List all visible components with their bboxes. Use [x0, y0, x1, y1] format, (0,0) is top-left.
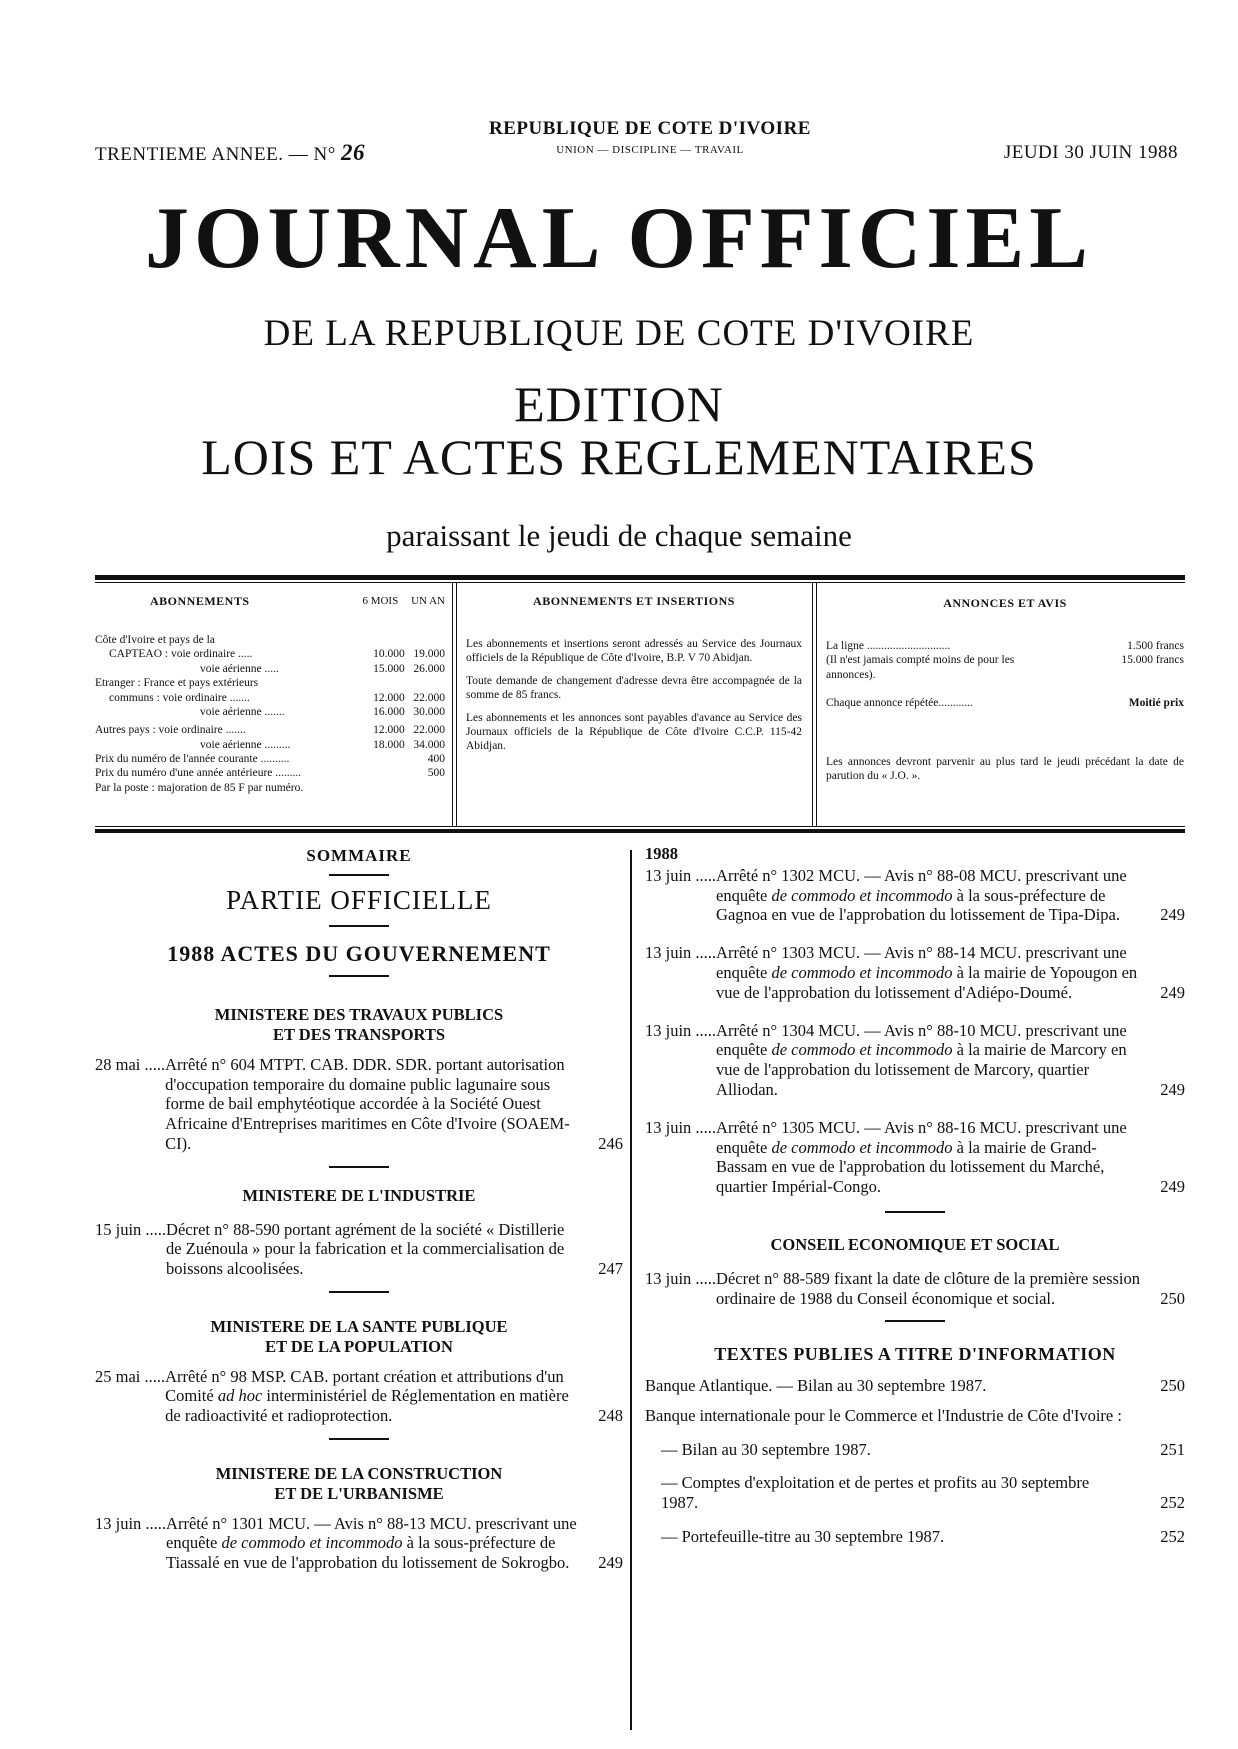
sub-row-values	[373, 705, 445, 719]
sub-row-values	[373, 738, 445, 752]
entry-date: 25 mai .....	[95, 1366, 166, 1386]
entry-page: 249	[1160, 1177, 1185, 1197]
divider	[885, 1211, 945, 1213]
list-item	[645, 1440, 1185, 1460]
box-divider-4	[816, 583, 817, 827]
insertions-para-1: Les abonnements et insertions seront adressés au Service des Journaux officiels de la République de Côte d'Ivoire, B.P. V 70 Abidjan.	[466, 638, 802, 665]
entry-page: 249	[1160, 982, 1185, 1002]
entry-text: — Comptes d'exploitation et de pertes et profits au 30 septembre 1987.	[661, 1473, 1090, 1513]
sub-value: 30.000	[413, 705, 445, 718]
republic-name: REPUBLIQUE DE COTE D'IVOIRE	[489, 118, 811, 139]
bottom-rule-thin	[95, 826, 1185, 827]
divider	[329, 1438, 389, 1440]
entry-text-part: à la mairie de Grand-Bassam en vue de l'approbation du lotissement du Marché, quartier Impérial-Congo.	[716, 1137, 1105, 1197]
entry-text-part: à la sous-préfecture de Tiassalé en vue de l'approbation du lotissement de Sokrogbo.	[166, 1533, 570, 1573]
sub-row	[95, 647, 445, 661]
divider	[329, 1166, 389, 1168]
divider	[329, 874, 389, 876]
list-item	[645, 866, 1185, 925]
entry-text-italic: de commodo et incommodo	[771, 885, 953, 905]
national-motto: UNION — DISCIPLINE — TRAVAIL	[556, 144, 744, 156]
conseil-heading: CONSEIL ECONOMIQUE ET SOCIAL	[770, 1234, 1060, 1254]
sub-value: 26.000	[413, 662, 445, 675]
entry-page: 252	[1160, 1493, 1185, 1513]
entry-page: 249	[1160, 905, 1185, 925]
col-6-months: 6 MOIS	[362, 595, 399, 607]
annonce-value: 15.000 francs	[1121, 654, 1184, 667]
textes-heading: TEXTES PUBLIES A TITRE D'INFORMATION	[714, 1344, 1116, 1365]
divider	[329, 975, 389, 977]
sub-row: Etranger : France et pays extérieurs	[95, 677, 259, 690]
entry-text-part: Arrêté n° 1301 MCU. — Avis n° 88-13 MCU. prescrivant une enquête	[166, 1513, 577, 1553]
entry-text	[716, 1118, 1141, 1197]
entry-text	[716, 943, 1141, 1002]
sub-value: 22.000	[413, 691, 445, 704]
journal-subtitle: DE LA REPUBLIQUE DE COTE D'IVOIRE	[263, 313, 975, 354]
subscriptions-cols	[362, 594, 445, 609]
sub-row-label: voie aérienne .....	[200, 662, 279, 675]
sub-value: 12.000	[373, 691, 405, 704]
sub-row-label: Autres pays : voie ordinaire .......	[95, 724, 246, 737]
sub-value: 12.000	[373, 724, 405, 737]
list-item	[645, 1376, 1185, 1396]
annonce-note: Les annonces devront parvenir au plus tard le jeudi précédant la date de parution du « J.O. ».	[826, 755, 1184, 782]
column-divider	[630, 850, 632, 1730]
annonce-label: Chaque annonce répétée............	[826, 697, 973, 710]
subscriptions-header	[95, 594, 445, 609]
ministry-heading: MINISTERE DE L'INDUSTRIE	[242, 1185, 476, 1205]
entry-text: — Portefeuille-titre au 30 septembre 1987.	[661, 1526, 945, 1546]
sub-value: 500	[427, 767, 445, 780]
entry-text-part: à la sous-préfecture de Gagnoa en vue de l'approbation du lotissement de Tipa-Dipa.	[716, 885, 1120, 925]
sub-value: 10.000	[373, 648, 405, 661]
actes-title: 1988 ACTES DU GOUVERNEMENT	[167, 940, 551, 966]
annonce-value: Moitié prix	[1128, 697, 1184, 710]
annonce-label: (Il n'est jamais compté moins de pour les annonces).	[826, 654, 1015, 681]
sub-value: 19.000	[413, 648, 445, 661]
entry-text-italic: de commodo et incommodo	[771, 1040, 953, 1060]
annonces-box	[826, 586, 1184, 824]
entry-text-part: Arrêté n° 98 MSP. CAB. portant création et attributions d'un Comité	[165, 1366, 564, 1406]
top-rule-thin	[95, 582, 1185, 583]
insertions-para-2: Toute demande de changement d'adresse devra être accompagnée de la somme de 85 francs.	[466, 674, 802, 702]
entry-text-part: interministériel de Réglementation en matière de radioactivité et radioprotection.	[165, 1386, 569, 1426]
entry-text-part: Arrêté n° 1305 MCU. — Avis n° 88-16 MCU. prescrivant une enquête	[716, 1117, 1127, 1157]
entry-page: 250	[1160, 1375, 1185, 1395]
entry-text-italic: de commodo et incommodo	[221, 1533, 403, 1553]
year-label: TRENTIEME ANNEE. — N°	[95, 144, 336, 165]
issue-number: 26	[341, 140, 366, 165]
entry-text: Banque Atlantique. — Bilan au 30 septembre 1987.	[645, 1375, 987, 1395]
divider	[329, 925, 389, 927]
entry-text-part: Arrêté n° 1303 MCU. — Avis n° 88-14 MCU. prescrivant une enquête	[716, 943, 1127, 982]
right-column	[645, 846, 1185, 1547]
edition-label: EDITION	[514, 376, 724, 432]
sub-value: 400	[427, 753, 445, 765]
edition-block	[0, 378, 1238, 483]
annonces-title: ANNONCES ET AVIS	[943, 596, 1067, 610]
list-item	[95, 1514, 623, 1573]
sub-row-values	[373, 647, 445, 661]
entry-page: 246	[598, 1133, 623, 1153]
list-item	[645, 1527, 1185, 1547]
sub-row: Côte d'Ivoire et pays de la	[95, 634, 215, 646]
entry-text-italic: de commodo et incommodo	[771, 1137, 953, 1157]
sub-row	[95, 691, 445, 705]
box-divider-1	[452, 583, 453, 827]
entry-date: 13 juin .....	[645, 1020, 717, 1040]
partie-title: PARTIE OFFICIELLE	[226, 885, 492, 916]
annonce-row	[826, 639, 1184, 653]
sub-row-label: Prix du numéro d'une année antérieure .........	[95, 767, 302, 780]
sub-value: 22.000	[413, 724, 445, 737]
left-column	[95, 846, 623, 1573]
entry-date: 15 juin .....	[95, 1219, 167, 1239]
annonce-value: 1.500 francs	[1127, 640, 1184, 652]
entry-text-part: à la mairie de Marcory en vue de l'approbation du lotissement de Marcory, quartier Alliodan.	[716, 1040, 1127, 1099]
sub-value: 15.000	[373, 662, 405, 675]
insertions-box	[466, 586, 802, 824]
divider	[329, 1291, 389, 1293]
entry-text: Décret n° 88-589 fixant la date de clôture de la première session ordinaire de 1988 du Conseil économique et social.	[716, 1268, 1141, 1308]
list-item	[95, 1220, 623, 1279]
entry-text: — Bilan au 30 septembre 1987.	[661, 1439, 871, 1459]
year-label: 1988	[645, 844, 678, 863]
sub-row	[95, 662, 445, 676]
sub-row-label: communs : voie ordinaire .......	[109, 691, 250, 704]
sub-row-label: voie aérienne .......	[200, 705, 285, 718]
sub-row	[95, 738, 445, 752]
entry-page: 248	[598, 1406, 623, 1426]
subscriptions-box	[95, 586, 445, 824]
entry-date: 13 juin .....	[645, 865, 717, 885]
sub-row	[95, 752, 445, 766]
top-rule-thick	[95, 575, 1185, 580]
list-item	[645, 1473, 1185, 1513]
entry-text-part: à la mairie de Yopougon en vue de l'approbation du lotissement d'Adiépo-Doumé.	[716, 962, 1138, 1002]
entry-text	[716, 866, 1141, 925]
entry-text	[166, 1514, 579, 1573]
edition-subtitle: LOIS ET ACTES REGLEMENTAIRES	[201, 428, 1037, 485]
entry-page: 249	[1160, 1079, 1185, 1099]
entry-text: Arrêté n° 604 MTPT. CAB. DDR. SDR. portant autorisation d'occupation temporaire du domaine public lagunaire sous forme de bail emphytéotique accordée à la Société Ouest Africaine d'Entreprises maritimes en Côte d'Ivoire (SOAEM-CI).	[165, 1054, 570, 1153]
entry-date: 28 mai .....	[95, 1054, 166, 1074]
sub-row-values	[373, 723, 445, 737]
sub-row-values	[373, 691, 445, 705]
entry-text-italic: de commodo et incommodo	[771, 962, 953, 982]
box-divider-3	[812, 583, 813, 827]
list-item	[95, 1055, 623, 1154]
sub-row	[95, 723, 445, 737]
annonce-row	[826, 696, 1184, 710]
list-item: Banque internationale pour le Commerce et l'Industrie de Côte d'Ivoire :	[645, 1405, 1122, 1425]
ministry-heading: MINISTERE DES TRAVAUX PUBLICS ET DES TRANSPORTS	[214, 1005, 504, 1044]
subscriptions-title: ABONNEMENTS	[150, 594, 250, 608]
entry-text-italic: ad hoc	[217, 1386, 263, 1406]
bottom-rule-thick	[95, 829, 1185, 833]
entry-date: 13 juin .....	[95, 1513, 167, 1533]
list-item	[95, 1367, 623, 1426]
sommaire-title: SOMMAIRE	[306, 846, 412, 865]
republic-header	[430, 118, 870, 156]
annonce-row	[826, 653, 1184, 682]
entry-date: 13 juin .....	[645, 943, 717, 963]
entry-text-part: Arrêté n° 1302 MCU. — Avis n° 88-08 MCU. prescrivant une enquête	[716, 865, 1127, 905]
sub-row-label: voie aérienne .........	[200, 738, 291, 751]
list-item	[645, 1021, 1185, 1100]
entry-page: 252	[1160, 1526, 1185, 1546]
ministry-heading: MINISTERE DE LA SANTE PUBLIQUE ET DE LA POPULATION	[210, 1316, 508, 1356]
annonce-label: La ligne .............................	[826, 640, 951, 652]
col-1-year: UN AN	[411, 595, 445, 607]
sub-value: 18.000	[373, 738, 405, 751]
list-item	[645, 943, 1185, 1002]
list-item	[645, 1118, 1185, 1197]
issue-label	[95, 140, 365, 166]
entry-text: Décret n° 88-590 portant agrément de la société « Distillerie de Zuénoula » pour la fabrication et la commercialisation de boissons alcoolisées.	[166, 1219, 565, 1279]
sub-value: 16.000	[373, 705, 405, 718]
entry-page: 247	[598, 1259, 623, 1279]
entry-page: 251	[1160, 1439, 1185, 1459]
insertions-para-3: Les abonnements et les annonces sont payables d'avance au Service des Journaux officiels de la République de Côte d'Ivoire C.C.P. 115-42 Abidjan.	[466, 711, 802, 753]
sub-row-values	[373, 662, 445, 676]
entry-page: 250	[1160, 1288, 1185, 1308]
ministry-heading: MINISTERE DE LA CONSTRUCTION ET DE L'URBANISME	[215, 1463, 503, 1503]
insertions-title: ABONNEMENTS ET INSERTIONS	[533, 594, 735, 608]
list-item	[645, 1269, 1185, 1309]
periodicity: paraissant le jeudi de chaque semaine	[386, 518, 852, 553]
sub-row	[95, 705, 445, 719]
sub-row-label: Prix du numéro de l'année courante ..........	[95, 753, 290, 765]
entry-date: 13 juin .....	[645, 1268, 717, 1288]
journal-title: JOURNAL OFFICIEL	[145, 190, 1093, 287]
entry-date: 13 juin .....	[645, 1117, 717, 1137]
entry-page: 249	[598, 1553, 623, 1573]
issue-date: JEUDI 30 JUIN 1988	[1003, 142, 1178, 163]
sub-value: 34.000	[413, 738, 445, 751]
entry-text-part: Arrêté n° 1304 MCU. — Avis n° 88-10 MCU. prescrivant une enquête	[716, 1020, 1127, 1060]
sub-row	[95, 766, 445, 780]
sub-row: Par la poste : majoration de 85 F par numéro.	[95, 781, 304, 794]
entry-text	[716, 1021, 1141, 1100]
entry-text	[165, 1367, 579, 1426]
divider	[885, 1320, 945, 1322]
box-divider-2	[456, 583, 457, 827]
sub-row-label: CAPTEAO : voie ordinaire .....	[109, 648, 253, 661]
